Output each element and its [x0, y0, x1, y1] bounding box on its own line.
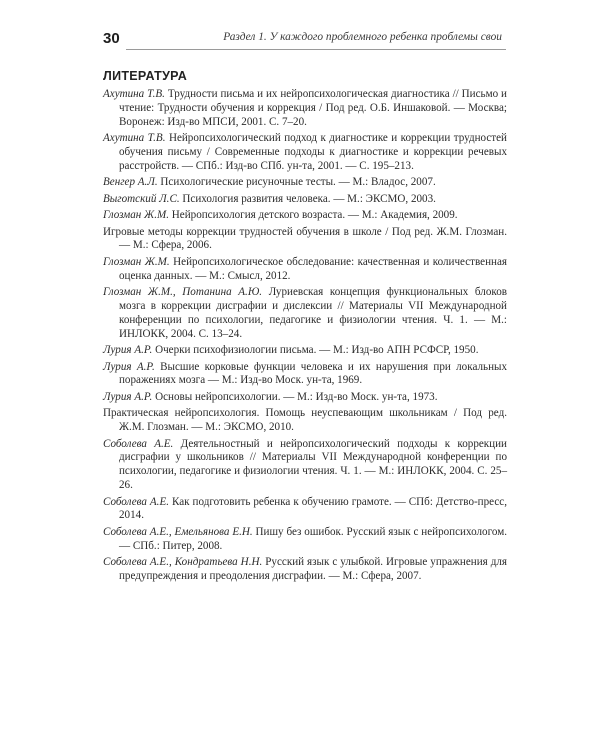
entry-author: Лурия А.Р. [103, 360, 155, 373]
bibliography-entry [103, 407, 507, 435]
bibliography-entry [103, 361, 507, 389]
entry-text: Нейропсихологическое обследование: качественная и количественная оценка данных. — М.: Смысл, 2012. [119, 255, 507, 282]
entry-text: Как подготовить ребенка к обучению грамоте. — СПб: Детство-пресс, 2014. [119, 495, 507, 522]
entry-text: Нейропсихологический подход к диагностике и коррекции трудностей обучения письму / Современные подходы к диагностике и коррекции речевых расстройств. — СПб.: Изд-во СПб. ун-та, 2001. — С. 195–213. [119, 132, 507, 172]
bibliography-entry [103, 132, 507, 174]
bibliography-entry [103, 193, 507, 207]
entry-author: Лурия А.Р. [103, 390, 153, 403]
section-title: ЛИТЕРАТУРА [103, 69, 188, 83]
entry-author: Венгер А.Л. [103, 176, 158, 189]
entry-text: Психология развития человека. — М.: ЭКСМО, 2003. [182, 192, 436, 205]
bibliography-entry [103, 496, 507, 524]
entry-text: Высшие корковые функции человека и их нарушения при локальных поражениях мозга — М.: Изд-во Моск. ун-та, 1969. [119, 360, 508, 387]
bibliography-list [103, 88, 507, 586]
entry-author: Соболева А.Е., Емельянова Е.Н. [103, 525, 253, 538]
entry-text: Основы нейропсихологии. — М.: Изд-во Моск. ун-та, 1973. [155, 390, 438, 403]
entry-author: Соболева А.Е. [103, 495, 169, 508]
entry-author: Ахутина Т.В. [103, 132, 166, 145]
running-head: Раздел 1. У каждого проблемного ребенка проблемы свои [223, 31, 502, 43]
entry-text: Луриевская концепция функциональных блоков мозга в коррекции дисграфии и дислексии // Материалы VII Международной конференции по психологии, педагогике и физиологии чтения. Ч. 1. — М.: ИНЛОКК, 2004. С. 13–24. [119, 286, 507, 340]
bibliography-entry [103, 526, 507, 554]
bibliography-entry [103, 344, 507, 358]
entry-author: Глозман Ж.М., Потанина А.Ю. [103, 286, 263, 299]
entry-text: Русский язык с улыбкой. Игровые упражнения для предупреждения и преодоления дисграфии. — М.: Сфера, 2007. [119, 556, 507, 582]
page-number: 30 [103, 30, 120, 47]
bibliography-entry [103, 438, 507, 493]
bibliography-entry [103, 286, 507, 341]
entry-author: Выготский Л.С. [103, 192, 180, 205]
entry-text: Нейропсихология детского возраста. — М.: Академия, 2009. [171, 209, 458, 222]
bibliography-entry [103, 226, 507, 254]
entry-author: Лурия А.Р. [103, 344, 153, 357]
entry-author: Соболева А.Е., Кондратьева Н.Н. [103, 556, 263, 569]
entry-text: Деятельностный и нейропсихологический подходы к коррекции дисграфии у школьников // Материалы VII Международной конференции по психологии, педагогике и физиологии чтения. Ч. 1. — М.: ИНЛОКК, 2004. С. 25–26. [119, 437, 507, 492]
entry-author: Глозман Ж.М. [103, 255, 170, 268]
entry-text: Пишу без ошибок. Русский язык с нейропсихологом. — СПб.: Питер, 2008. [119, 525, 507, 552]
bibliography-entry [103, 176, 507, 190]
entry-author: Ахутина Т.В. [103, 88, 165, 100]
entry-author: Соболева А.Е. [103, 437, 174, 450]
entry-text: Очерки психофизиологии письма. — М.: Изд-во АПН РСФСР, 1950. [155, 344, 479, 357]
header-rule [126, 49, 506, 50]
entry-text: Психологические рисуночные тесты. — М.: Владос, 2007. [160, 176, 436, 189]
bibliography-entry [103, 391, 507, 405]
bibliography-entry [103, 209, 507, 223]
entry-author: Глозман Ж.М. [103, 209, 169, 222]
bibliography-entry [103, 256, 507, 284]
entry-text: Трудности письма и их нейропсихологическая диагностика // Письмо и чтение: Трудности обучения и коррекция / Под ред. О.Б. Иншаковой. — Москва; Воронеж: Изд-во МПСИ, 2001. С. 7–20. [119, 88, 507, 128]
entry-text: Практическая нейропсихология. Помощь неуспевающим школьникам / Под ред. Ж.М. Глозман. — М.: ЭКСМО, 2010. [103, 407, 507, 434]
entry-text: Игровые методы коррекции трудностей обучения в школе / Под ред. Ж.М. Глозман. — М.: Сфера, 2006. [103, 225, 507, 252]
bibliography-entry [103, 88, 507, 130]
bibliography-entry [103, 556, 507, 584]
